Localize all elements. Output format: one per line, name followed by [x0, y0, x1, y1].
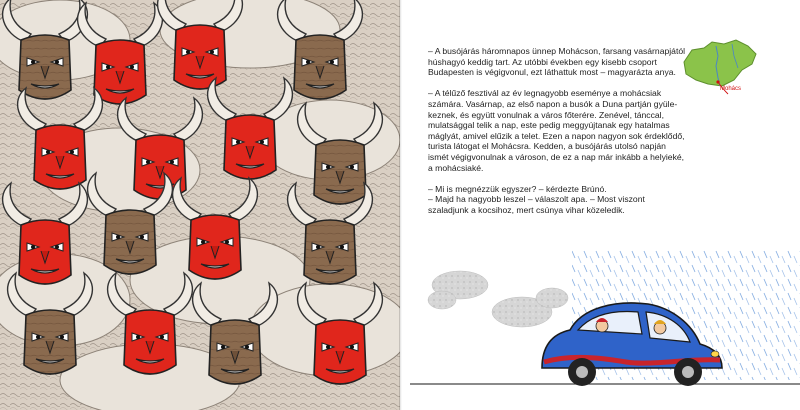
paragraph-3	[428, 184, 686, 216]
mohacs-marker-icon	[716, 80, 719, 83]
dialogue-line-apa: – Majd ha nagyobb leszel – válaszolt apa. – Most viszont szaladjunk a kocsihoz, mert csúnya vihar közeledik.	[428, 194, 645, 215]
text-page	[402, 0, 800, 410]
rainy-car-scene	[402, 250, 800, 410]
paragraph-2: – A télűző fesztivál az év legnagyobb eseménye a mohácsiak számára. Vasárnap, az első napon a busók a Duna partján gyüle-keznek, és együtt vonulnak a város főterére. Zenével, tánccal, mulatsággal telik a nap, este pedig meggyújtanak egy hatalmas máglyát, amivel elűzik a telet. Ezen a napon nagyon sok érdeklődő, turista látogat el Mohácsra. Kedden, a busójárás utolsó napján ismét végigvonulnak a városon, de ez a nap már inkább a helyieké, a mohácsiaké.	[428, 88, 685, 173]
hungary-map	[678, 36, 760, 106]
paragraph-1: – A busójárás háromnapos ünnep Mohácson, farsang vasárnapjától húshagyó keddig tart. Az utóbbi években egy kisebb csoport Budapesten is végigvonul, ezt láthattuk most – magyarázta anya.	[428, 46, 686, 78]
map-city-label: Mohács	[720, 86, 742, 92]
dialogue-line-bruno: – Mi is megnézzük egyszer? – kérdezte Brúnó.	[428, 183, 607, 194]
story-text	[428, 46, 686, 226]
